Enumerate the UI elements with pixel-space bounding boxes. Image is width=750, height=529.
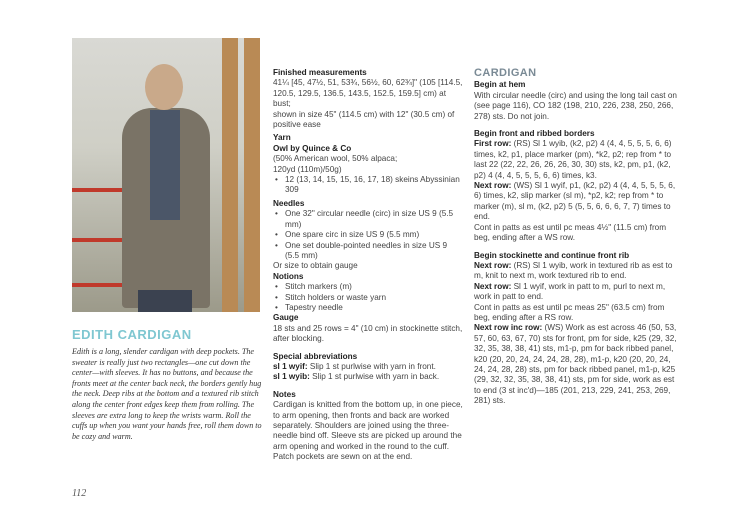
gauge-size-note: Or size to obtain gauge	[273, 261, 358, 271]
notes-heading: Notes	[273, 389, 296, 399]
yarn-weight: 120yd (110m)/50g)	[273, 164, 342, 174]
yarn-brand: Owl by Quince & Co	[273, 143, 352, 153]
hem-text: With circular needle (circ) and using the long tail cast on (see page 116), CO 182 (198, 210, 226, 238, 250, 266, 278) sts. Do not join.	[474, 90, 677, 121]
row-text: (WS) Sl 1 wyif, p1, (k2, p2) 4 (4, 4, 5, 5, 5, 6, 6) times, k2, slip marker (sl m), *p2, k2; rep from * to marker (m), sl m, (k2, p2) 5 (5, 5, 6, 6, 6, 7, 7) times to end.	[474, 181, 676, 222]
row-label: Next row:	[474, 260, 512, 270]
abbreviation-2	[273, 372, 463, 382]
row-text: (WS) Work as est across 46 (50, 53, 57, 60, 63, 67, 70) sts for front, pm for side, k25 (29, 32, 32, 35, 38, 38, 41) sts, m1-p, pm for back ribbed panel, k20 (20, 20, 24, 24, 24, 28, 28), m1-p, k20 (20, 20, 24, 24, 24, 28, 28) sts, pm for back ribbed panel, m1-p, k25 (29, 32, 32, 35, 38, 38, 41) sts, pm for side, work as est to end (3 st inc'd)—185 (201, 213, 229, 241, 253, 269, 281) sts.	[474, 323, 677, 406]
row-text: (RS) Sl 1 wyib, (k2, p2) 4 (4, 4, 5, 5, 5, 6, 6) times, k2, p1, place marker (pm), *k2, p2; rep from * to last 22 (22, 22, 26, 26, 26, 30, 30) sts, k2, pm, p1, (k2, p2) 4 (4, 4, 5, 5, 5, 6, 6) times, k3.	[474, 139, 672, 180]
finished-measurements-heading: Finished measurements	[273, 68, 367, 77]
notions-list	[273, 282, 463, 313]
borders-heading: Begin front and ribbed borders	[474, 129, 595, 139]
notions-heading: Notions	[273, 271, 304, 281]
hem-heading: Begin at hem	[474, 80, 526, 90]
cardigan-photo	[72, 38, 260, 312]
abbreviation-1	[273, 362, 463, 372]
materials-column	[273, 68, 463, 463]
pattern-intro: Edith is a long, slender cardigan with deep pockets. The sweater is really just two rectangles—one cut down the center—with sleeves. It has no buttons, and because the fronts meet at the center back neck, the borders gently hug the neck. Deep ribs at the bottom and a textured rib stitch along the center front edges keep them from rolling. The sleeves are extra long to keep the wrists warm. Roll the cuffs up when you want your hands free, roll them down to be cozy and warm.	[72, 347, 262, 441]
abbreviation-text: Slip 1 st purlwise with yarn in front.	[307, 361, 436, 371]
list-item: • Stitch markers (m)	[285, 282, 463, 292]
row-label: Next row:	[474, 181, 512, 191]
first-row	[474, 139, 678, 181]
pattern-title: EDITH CARDIGAN	[72, 327, 192, 342]
finished-sizes: 41¼ [45, 47½, 51, 53¾, 56½, 60, 62¾]" (105 [114.5, 120.5, 129.5, 136.5, 143.5, 152.5, 159.5] cm) at bust;	[273, 78, 463, 109]
page-number: 112	[72, 488, 87, 499]
continue-text: Cont in patts as est until pc meas 25" (63.5 cm) from beg, ending after a RS row.	[474, 302, 665, 322]
needles-list	[273, 209, 463, 261]
next-row-inc	[474, 323, 678, 406]
abbreviation-term: sl 1 wyif:	[273, 361, 308, 371]
list-item: • Tapestry needle	[285, 303, 463, 313]
abbreviation-text: Slip 1 st purlwise with yarn in back.	[309, 372, 440, 382]
row-label: First row:	[474, 139, 512, 149]
row-label: Next row inc row:	[474, 323, 543, 333]
continue-text: Cont in patts as est until pc meas 4½" (11.5 cm) from beg, ending after a WS row.	[474, 222, 667, 243]
gauge-heading: Gauge	[273, 313, 299, 323]
list-item: • One spare circ in size US 9 (5.5 mm)	[285, 230, 463, 240]
next-row	[474, 181, 678, 223]
list-item: • One set double-pointed needles in size US 9 (5.5 mm)	[285, 241, 463, 262]
stockinette-heading: Begin stockinette and continue front rib	[474, 250, 630, 260]
finished-shown: shown in size 45" (114.5 cm) with 12" (30.5 cm) of positive ease	[273, 109, 455, 130]
list-item: • Stitch holders or waste yarn	[285, 293, 463, 303]
yarn-fiber: (50% American wool, 50% alpaca;	[273, 154, 398, 164]
list-item: • One 32" circular needle (circ) in size US 9 (5.5 mm)	[285, 209, 463, 230]
yarn-list	[273, 175, 463, 196]
next-row	[474, 261, 678, 282]
needles-heading: Needles	[273, 198, 305, 208]
notes-text: Cardigan is knitted from the bottom up, in one piece, to arm opening, then fronts and back are worked separately. Shoulders are joined using the three-needle bind off. Sleeve sts are picked up around the arm opening and worked in the round to the cuff. Patch pockets are sewn on at the end.	[273, 400, 463, 462]
special-abbreviations-heading: Special abbreviations	[273, 351, 358, 361]
next-row	[474, 282, 678, 303]
row-text: (RS) Sl 1 wyib, work in textured rib as est to m, knit to next m, work textured rib to end.	[474, 260, 673, 281]
abbreviation-term: sl 1 wyib:	[273, 372, 310, 382]
gauge-text: 18 sts and 25 rows = 4" (10 cm) in stockinette stitch, after blocking.	[273, 323, 463, 344]
yarn-heading: Yarn	[273, 133, 291, 143]
list-item: • 12 (13, 14, 15, 15, 16, 17, 18) skeins Abyssinian 309	[285, 175, 463, 196]
row-text: Sl 1 wyif, work in patt to m, purl to next m, work in patt to end.	[474, 281, 666, 302]
section-title: CARDIGAN	[474, 67, 537, 79]
row-label: Next row:	[474, 281, 512, 291]
instructions-column	[474, 68, 678, 407]
